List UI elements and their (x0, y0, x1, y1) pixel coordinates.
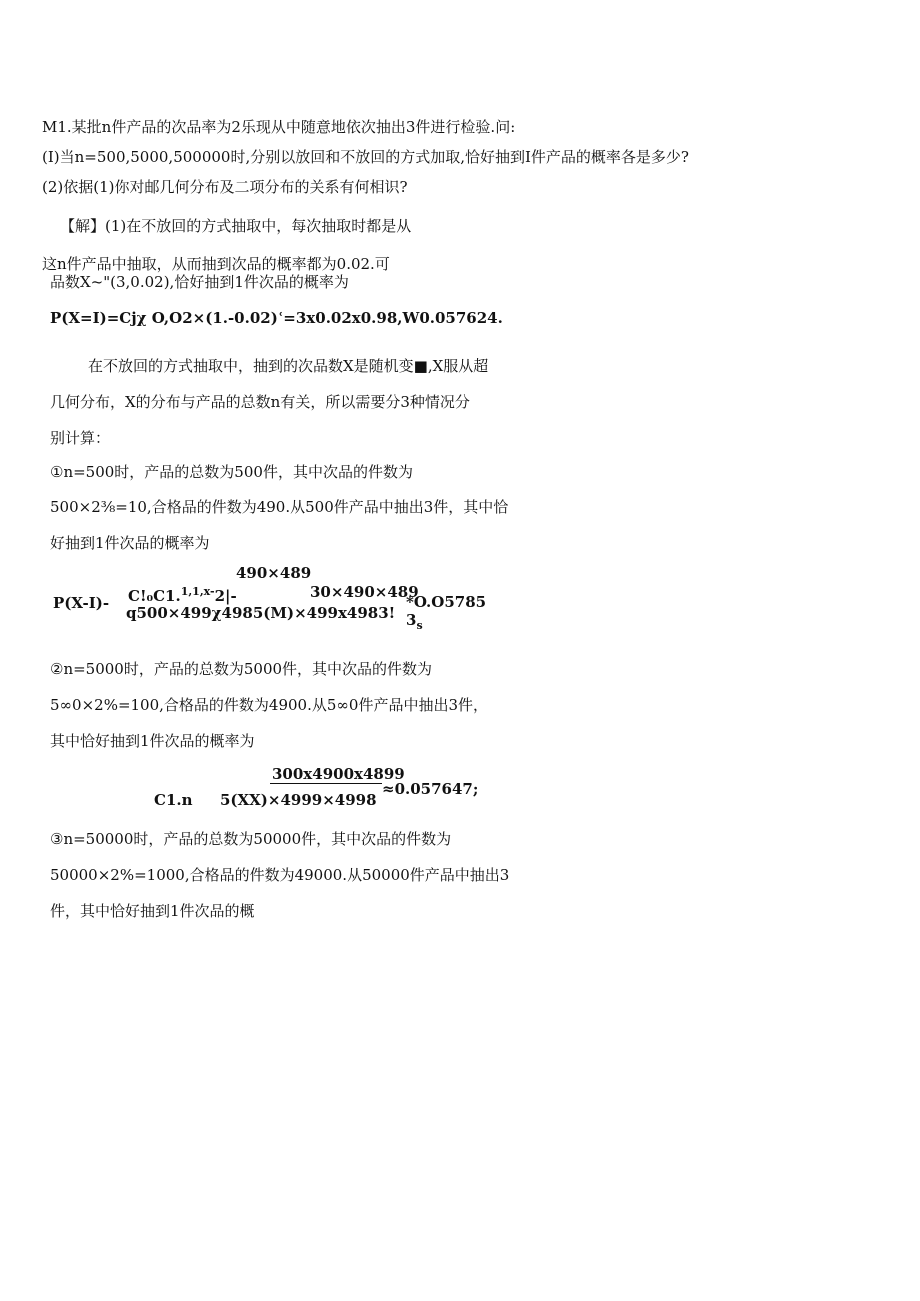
formula-1-result: *O.O5785 (406, 593, 487, 611)
formula-1-denominator: q500×499χ4985(M)×499x4983! (126, 604, 396, 622)
formula-1-numerator: C!₀C1.$^{1,1,x-}$2|- (128, 585, 237, 605)
formula-2-fraction-bar (270, 783, 382, 784)
case-3-line-3: 件，其中恰好抽到1件次品的概 (50, 902, 255, 920)
case-1-line-1: ①n=500时，产品的总数为500件，其中次品的件数为 (50, 463, 413, 481)
case-2-line-3: 其中恰好抽到1件次品的概率为 (50, 732, 255, 750)
solution-line-7: 别计算： (50, 429, 111, 447)
formula-1-top: 490×489 (236, 564, 312, 582)
solution-line-3: 品数X~"(3,0.02),恰好抽到1件次品的概率为 (50, 273, 349, 291)
formula-2-numerator: 300x4900x4899 (272, 765, 405, 783)
formula-1-result-tail: $3_s$ (406, 611, 423, 632)
case-3-line-1: ③n=50000时，产品的总数为50000件，其中次品的件数为 (50, 830, 452, 848)
formula-binomial: P(X=I)=Cjχ O,O2×(1.-0.02)ʿ=3x0.02x0.98,W0.057624. (50, 309, 503, 327)
formula-2-result: ≈0.057647; (382, 780, 479, 798)
case-1-line-3: 好抽到1件次品的概率为 (50, 534, 210, 552)
problem-line-3: (2)依据(1)你对邮几何分布及二项分布的关系有何相识? (42, 178, 408, 196)
case-3-line-2: 50000×2%=1000,合格品的件数为49000.从50000件产品中抽出3 (50, 866, 510, 884)
formula-1-lhs: P(X-I)- (53, 594, 110, 612)
problem-line-2: (I)当n=500,5000,500000时,分别以放回和不放回的方式加取,恰好抽到I件产品的概率各是多少? (42, 148, 689, 166)
problem-line-1: M1.某批n件产品的次品率为2乐现从中随意地依次抽出3件进行检验.问: (42, 118, 516, 136)
case-2-line-1: ②n=5000时，产品的总数为5000件，其中次品的件数为 (50, 660, 433, 678)
case-1-line-2: 500×2⅜=10,合格品的件数为490.从500件产品中抽出3件，其中恰 (50, 498, 509, 516)
formula-1-middle: 30×490×489 (310, 583, 419, 601)
solution-line-6: 几何分布，X的分布与产品的总数n有关，所以需要分3种情况分 (50, 393, 470, 411)
solution-line-1: 【解】(1)在不放回的方式抽取中，每次抽取时都是从 (60, 217, 412, 235)
solution-line-5: 在不放回的方式抽取中，抽到的次品数X是随机变■,X服从超 (88, 357, 489, 375)
solution-line-2: 这n件产品中抽取，从而抽到次品的概率都为0.02.可 (42, 255, 390, 273)
formula-2-lhs: C1.n (154, 791, 193, 809)
formula-2-denominator: 5(XX)×4999×4998 (220, 791, 377, 809)
case-2-line-2: 5∞0×2%=100,合格品的件数为4900.从5∞0件产品中抽出3件， (50, 696, 488, 714)
